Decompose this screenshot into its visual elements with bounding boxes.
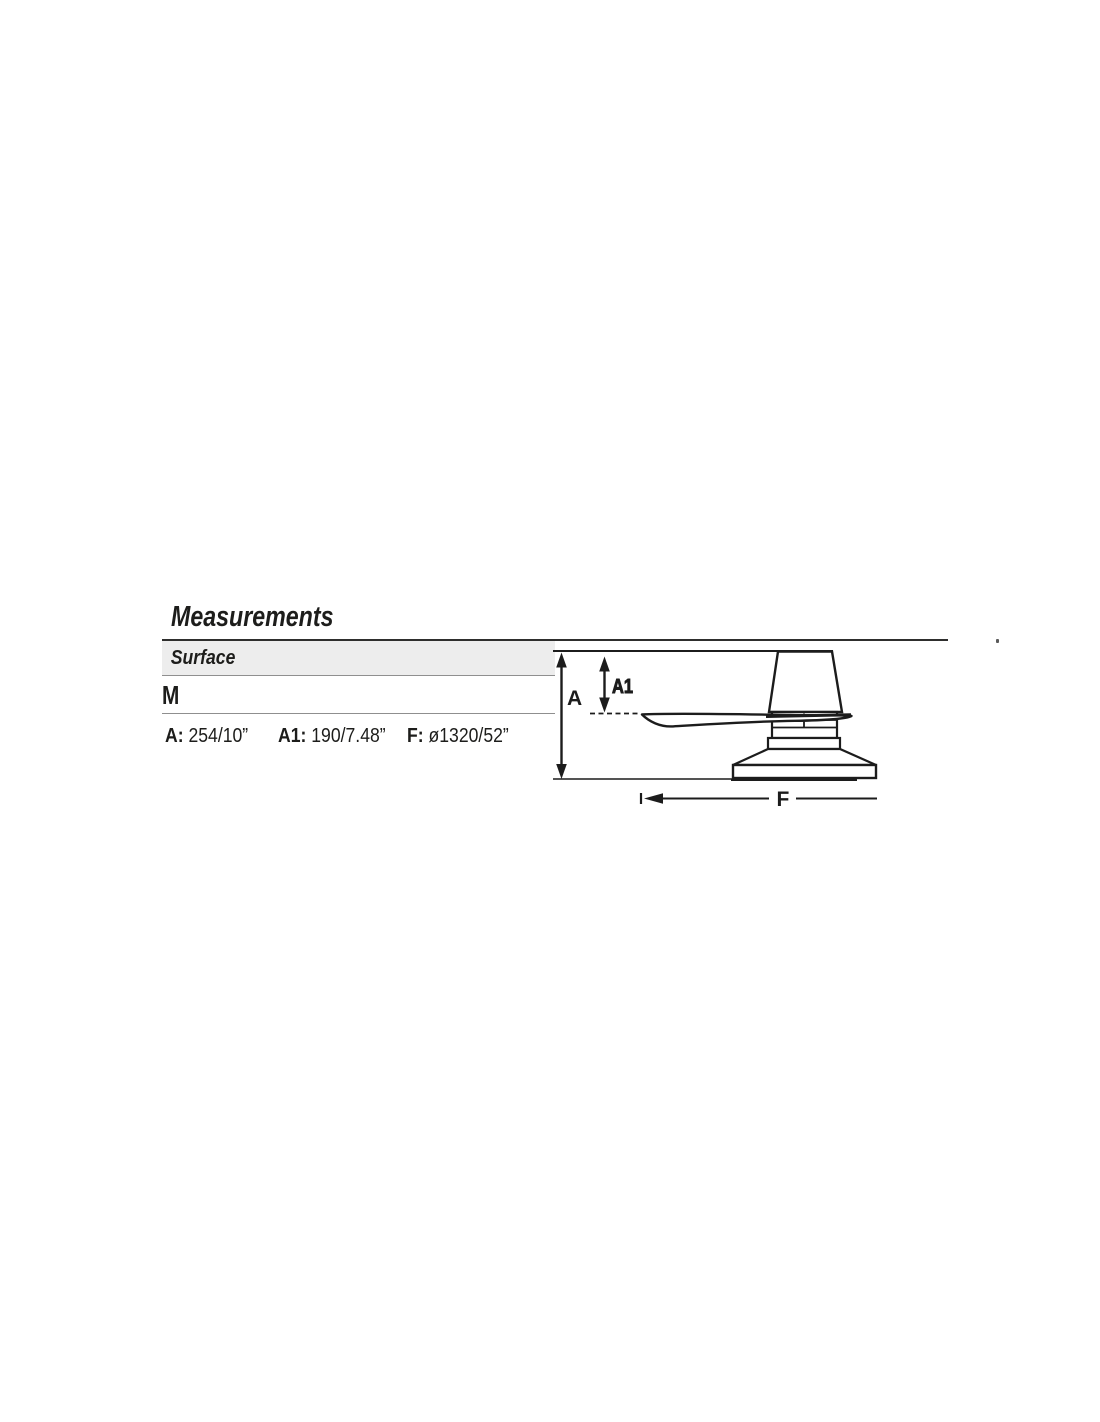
spec-item-a [165,723,248,749]
table-model-row [162,677,555,714]
spec-f-value: ø1320/52” [428,725,509,747]
fan-canopy-flare [733,749,876,765]
spec-a-value: 254/10” [188,725,249,747]
stray-mark [996,639,999,643]
spec-a-label: A: [165,725,184,747]
spec-item-a1 [278,723,386,749]
dimension-diagram [540,632,1020,822]
fan-base-rim [733,765,876,778]
dimension-label-a: A [567,687,583,710]
spec-a1-label: A1: [278,725,307,747]
table-header-row [162,641,555,676]
spec-a1-value: 190/7.48” [311,725,386,747]
table-header-label: Surface [170,646,236,669]
page-title: Measurements [171,601,334,633]
dimension-arrow-a1 [599,657,610,713]
model-label: M [162,679,180,710]
dimension-label-a1: A1 [612,676,633,698]
dimension-label-f: F [776,788,790,811]
spec-item-f [407,723,509,749]
fan-blade-hub-overlap [766,715,851,717]
fan-upper-housing [769,652,842,713]
spec-f-label: F: [407,725,424,747]
dimension-arrow-f [641,793,877,804]
fan-lower-band [768,738,840,749]
dimension-arrow-a [556,653,567,780]
